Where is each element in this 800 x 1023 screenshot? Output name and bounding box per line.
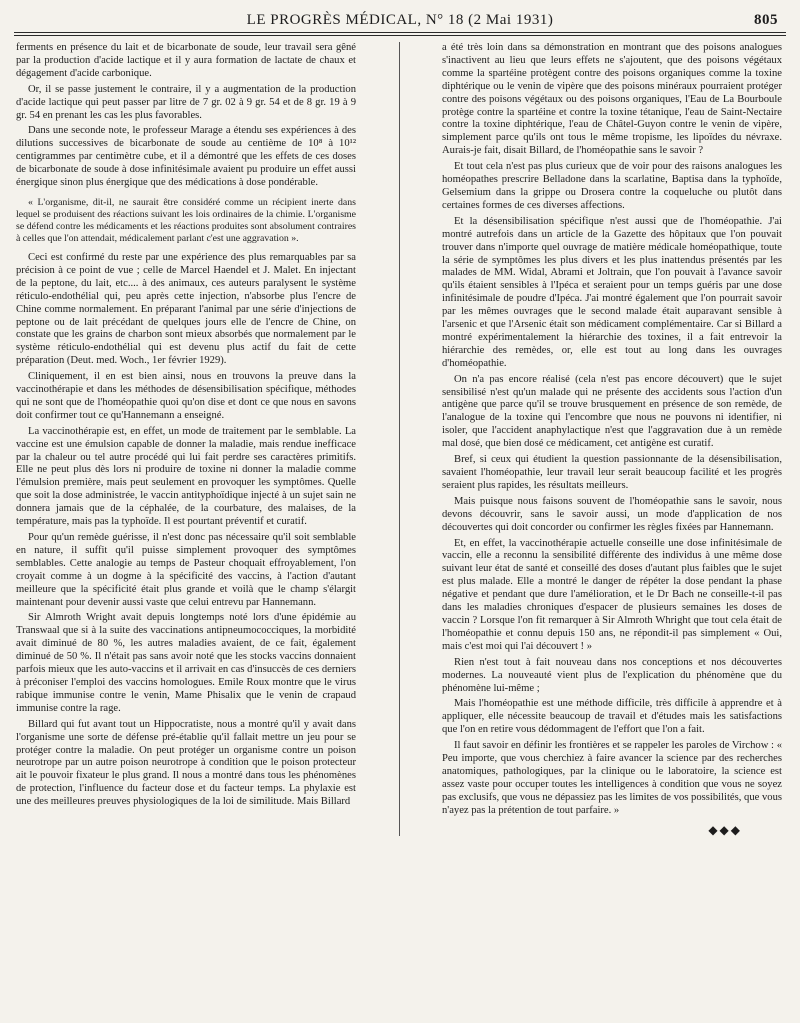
paragraph: Bref, si ceux qui étudient la question passionnante de la désensibilisation, savaient l'homéopathie, leur travail leur serait beaucoup facilité et les progrès seraient plus rapides, les résultats meilleurs.	[442, 454, 782, 491]
paragraph: Rien n'est tout à fait nouveau dans nos conceptions et nos découvertes modernes. La nouveauté vient plus de l'explication du phénomène que du phénomène lui-même ;	[442, 656, 782, 694]
quoted-paragraph: « L'organisme, dit-il, ne saurait être considéré comme un récipient inerte dans lequel se produisent des réactions suivant les lois ordinaires de la chimie. L'organisme se défend contre les médicaments et les réactions produites sont absolument contraires à celles que l'on attendait, médicalement parlant c'est une aggravation ».	[16, 196, 356, 244]
paragraph: Et, en effet, la vaccinothérapie actuelle conseille une dose infinitésimale de vaccin, elle a reconnu la sensibilité différente des individus à une même dose suivant leur état de santé et conseillé des doses d'autant plus faibles que le sujet est plus malade. Elle a montré le danger de répéter la dose pendant la phase négative et pendant que dure l'amélioration, et le Dr Bach ne conseille-t-il pas dans les maladies chroniques d'espacer de plusieurs semaines les doses de vaccin ? Lorsque l'on fit remarquer à Sir Almroth Whright que tout cela était de l'homéopathie et connu depuis 150 ans, ne répondit-il pas simplement « Oui, mais c'est moi qui l'ai découvert ! »	[442, 537, 782, 652]
text-columns	[14, 42, 786, 836]
paragraph: Mais l'homéopathie est une méthode difficile, très difficile à apprendre et à appliquer, elle nécessite beaucoup de travail et d'études mais les satisfactions que l'on en retire vous dédommagent de l'effort que l'on a fait.	[442, 698, 782, 736]
paragraph: Et tout cela n'est pas plus curieux que de voir pour des raisons analogues les homéopathes prescrire Belladone dans la scarlatine, Baptisa dans la typhoïde, Gelsemium dans la grippe ou Drosera contre la coqueluche ou plutôt dans certaines formes de ces diverses affections.	[442, 161, 782, 211]
journal-title: LE PROGRÈS MÉDICAL, N° 18 (2 Mai 1931)	[246, 12, 554, 28]
running-header	[14, 10, 786, 33]
column-divider	[399, 42, 400, 836]
paragraph: ferments en présence du lait et de bicarbonate de soude, leur travail sera gêné par la production d'acide lactique et il y aura formation de lactate de chaux et dégagement d'acide carbonique.	[16, 42, 356, 79]
paragraph: Cliniquement, il en est bien ainsi, nous en trouvons la preuve dans la vaccinothérapie et dans les méthodes de désensibilisation spécifique, méthodes qui ne sont que de l'homéopathie quoi qu'on dise et dont ce que nous en savons doit confirmer tout ce qu'Hannemann a enseigné.	[16, 371, 356, 421]
paragraph: a été très loin dans sa démonstration en montrant que des poisons analogues s'inactivent au lieu que leurs effets ne s'ajoutent, que des poisons végétaux comme la spartéine protègent contre des poisons organiques comme la toxine diphtérique ou le venin de vipère que des poisons minéraux pourraient protéger contre des poisons végétaux ou des poisons organiques, l'Eau de La Bourboule protège contre la spartéine et contre la toxine tétanique, l'eau de Saint-Nectaire contre la toxine diphtérique, l'eau de Châtel-Guyon contre le venin de vipère, simplement parce qu'ils ont tous le même tropisme, les lipoïdes du névraxe. Aurais-je fait, disait Billard, de l'homéopathie sans le savoir ?	[442, 42, 782, 157]
paragraph: La vaccinothérapie est, en effet, un mode de traitement par le semblable. La vaccine est une émulsion capable de donner la maladie, mais rendue inefficace par la chaleur ou tel autre procédé qui lui fait perdre ses caractères primitifs. Elle ne peut plus dès lors ni produire de toxine ni donner la maladie comme l'émulsion première, mais peut seulement en provoquer les symptômes. Quelle que soit la dose administrée, le vaccin antityphoïdique injecté à un sujet sain ne donnera jamais que de la céphalée, de la courbature, des malaises, de la température, mais pas la typhoïde. Il est pourtant préventif et curatif.	[16, 425, 356, 528]
page-number: 805	[754, 12, 778, 28]
end-ornament: ◆◆◆	[708, 822, 742, 837]
paragraph: Or, il se passe justement le contraire, il y a augmentation de la production d'acide lactique qui peut passer par litre de 7 gr. 02 à 9 gr. 54 et de 8 gr. 19 à 9 gr. 54 en prenant les cas les plus favorables.	[16, 83, 356, 121]
header-rule	[14, 33, 786, 36]
paragraph: Dans une seconde note, le professeur Marage a étendu ses expériences à des dilutions successives de bicarbonate de soude au centième de 10⁸ à 10¹² centigrammes par centimètre cube, et il a démontré que les effets de ces doses de bicarbonate de soude à dose infinitésimale avaient pu produire un effet aussi énergique sinon plus énergique que des médications à dose pondérable.	[16, 125, 356, 189]
paragraph: On n'a pas encore réalisé (cela n'est pas encore découvert) que le sujet sensibilisé n'est qu'un malade qui ne présente des accidents sous l'action d'un antigène que parce qu'il se trouve brusquement en présence de son remède, de l'analogue de la toxine qui l'encombre que nous ne pouvons ni identifier, ni isoler, que l'accident anaphylactique n'est que l'aggravation due à un remède mal dosé, que bien dosé ce médicament, cet antigène est curatif.	[442, 373, 782, 450]
paragraph: Sir Almroth Wright avait depuis longtemps noté lors d'une épidémie au Transwaal que si à la suite des vaccinations antipneumococciques, la morbidité avait diminué de 80 %, les autres maladies avaient, de ce fait, également diminué de 50 %. Il n'était pas sans avoir noté que les stocks vaccins donnaient parfois mieux que les auto-vaccins et il arrivait en cas d'insuccès de ces derniers à préconiser l'emploi des vaccins homologues. Emile Roux montre que le virus rabique immunise contre le venin, Mame Phisalix que le venin de crapaud immunise contre la rage.	[16, 612, 356, 714]
paragraph: Et la désensibilisation spécifique n'est aussi que de l'homéopathie. J'ai montré autrefois dans un article de la Gazette des hôpitaux que l'on pouvait trouver dans n'importe quel ouvrage de matière médicale homéopathique, toute la série de symptômes les plus divers et les plus inattendus présentés par les malades de MM. Widal, Abrami et Joltrain, que l'on pouvait à l'avance savoir qu'ils étaient sensibles à l'Ipéca et seraient pour un temps guéris par une dose infinitésimale de poudre d'Ipéca. J'ai montré également que l'on pourrait savoir par les mêmes ouvrages que le second malade était auparavant sensible à l'arsenic et que l'Arsenic était son médicament complémentaire. Car si Billard a montré expérimentalement la hiérarchie des toxines, il a fait entrevoir la hiérarchie des remèdes, or, elle est tout au long dans les ouvrages d'homéopathie.	[442, 215, 782, 369]
paragraph: Pour qu'un remède guérisse, il n'est donc pas nécessaire qu'il soit semblable en nature, il suffit qu'il puisse simplement provoquer des symptômes semblables. Cette analogie au temps de Pasteur choquait effroyablement, l'on croyait comme à un dogme à la spécificité des vaccins, à l'action d'autant meilleure que la spécificité était plus grande et voilà que le champ s'élargit maintenant pour devenir aussi vaste que celui entrevu par Hannemann.	[16, 532, 356, 608]
paragraph: Mais puisque nous faisons souvent de l'homéopathie sans le savoir, nous devons découvrir, sans le savoir aussi, un mode d'application de nos découvertes qui doit concorder ou confirmer les règles fixées par Hannemann.	[442, 495, 782, 533]
paragraph: Billard qui fut avant tout un Hippocratiste, nous a montré qu'il y avait dans l'organisme une sorte de défense pré-établie qu'il fallait mettre un jeu pour se protéger contre la maladie. On peut protéger un organisme contre un poison neurotrope par un autre poison neurotrope à condition que le poison protecteur ait le pouvoir fixateur le plus grand. Il nous a montré dans tous les phénomènes de protection, l'influence du facteur dose et du facteur temps. La phylaxie est une des meilleures preuves physiologiques de la loi de similitude. Mais Billard	[16, 718, 356, 808]
paragraph: Ceci est confirmé du reste par une expérience des plus remarquables par sa précision à ce point de vue ; celle de Marcel Haendel et J. Malet. En injectant de la peptone, du lait, etc.... à des animaux, ces auteurs paralysent le système réticulo-endothélial qui, peu après cette injection, n'absorbe plus l'encre de Chine comme normalement. En préparant l'animal par une série d'injections de peptone ou de lait précédant de quelques jours elle de l'encre de Chine, on constate que les grains de charbon sont mieux absorbés que normalement par le système réticulo-endothélial qui est devenu plus actif du fait de cette préparation (Deut. med. Woch., 1er février 1929).	[16, 251, 356, 367]
left-column	[14, 42, 356, 836]
right-column	[442, 42, 786, 836]
paragraph: Il faut savoir en définir les frontières et se rappeler les paroles de Virchow : « Peu importe, que vous cherchiez à faire avancer la science par des recherches anatomiques, pathologiques, par la clinique ou le laboratoire, la science est assez vaste pour occuper toutes les intelligences à condition que vous ne soyez pas exclusifs, que vous ne dépassiez pas les limites de vos possibilités, que vous n'ayez pas la prétention de tout parfaire. »	[442, 740, 782, 816]
